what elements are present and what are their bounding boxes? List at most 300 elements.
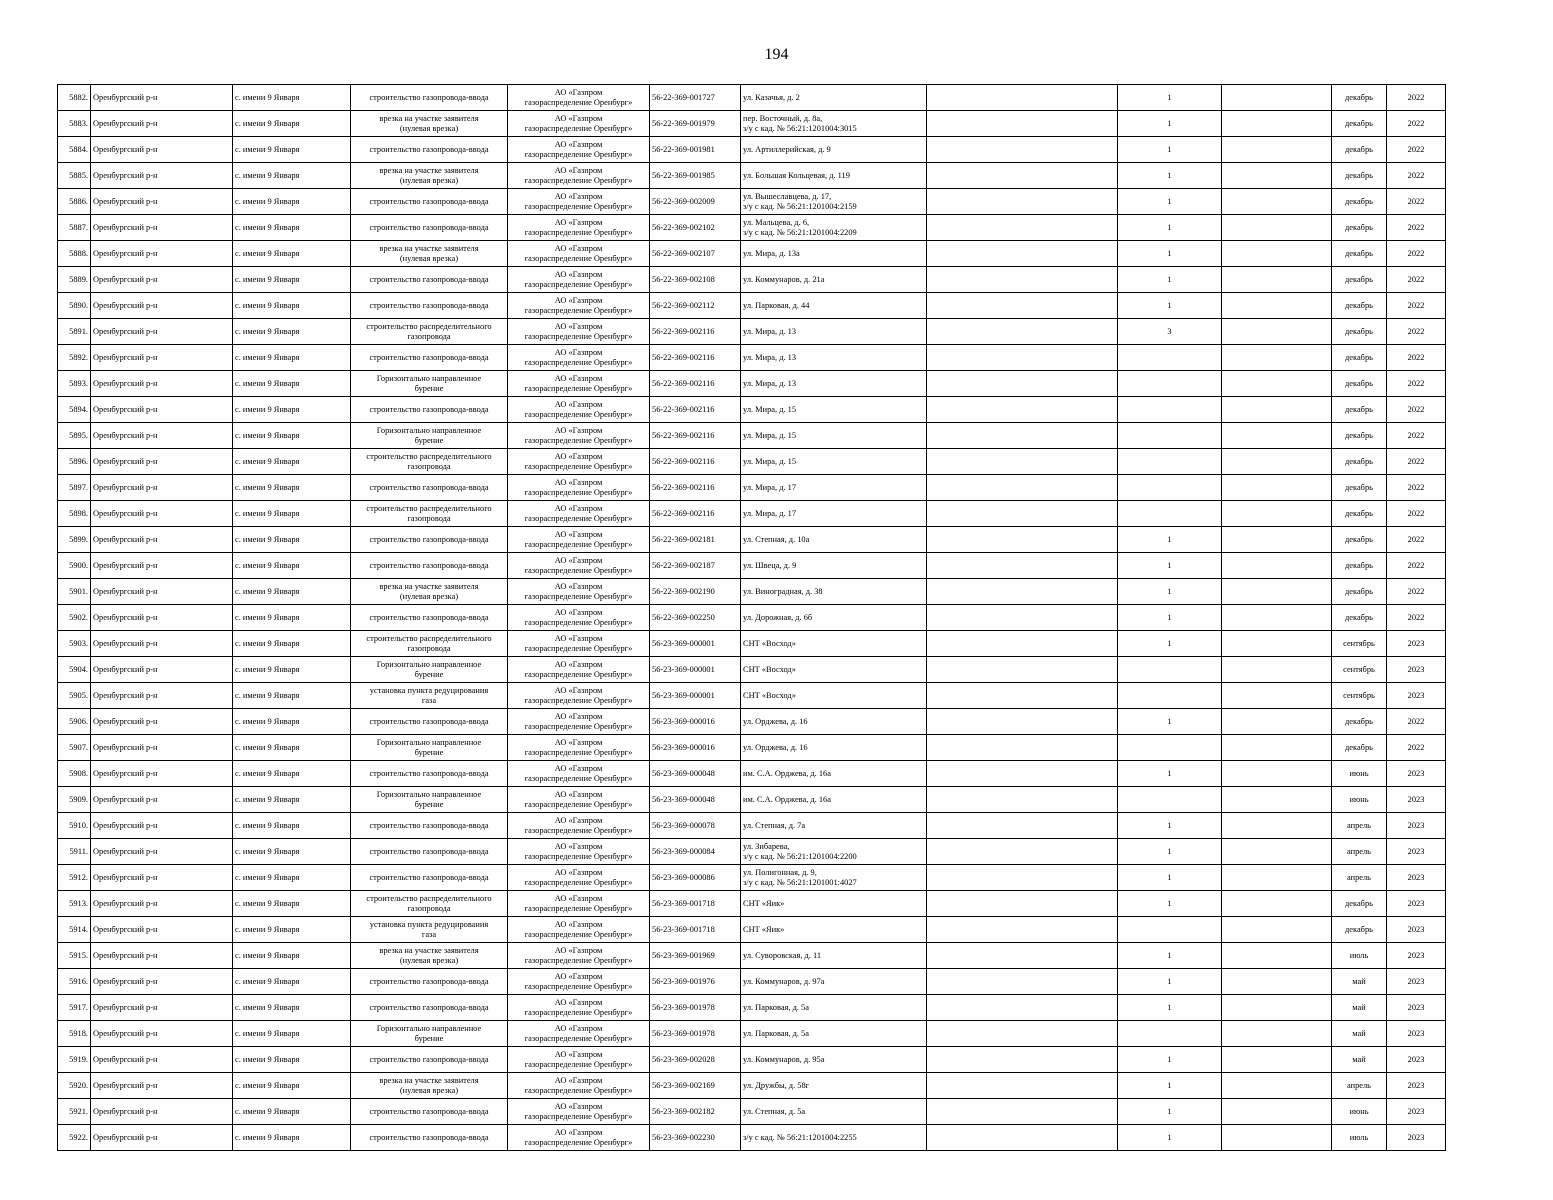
registry-table [57, 84, 1446, 1151]
year-cell: 2022 [1387, 735, 1446, 761]
organization-cell-line: АО «Газпром [554, 243, 603, 253]
address-cell [741, 891, 927, 917]
application-id-cell: 56-22-369-002116 [650, 319, 741, 345]
organization-cell-line: АО «Газпром [554, 659, 603, 669]
work-type-cell-line: газопровода [407, 461, 451, 471]
application-id-cell: 56-22-369-001727 [650, 85, 741, 111]
locality-cell: с. имени 9 Января [233, 423, 351, 449]
organization-cell [508, 631, 650, 657]
year-cell: 2022 [1387, 709, 1446, 735]
month-cell: декабрь [1332, 709, 1387, 735]
row-number: 5903. [58, 631, 91, 657]
empty-cell [1222, 839, 1332, 865]
table-row [58, 189, 1446, 215]
empty-cell [1222, 345, 1332, 371]
organization-cell-line: АО «Газпром [554, 529, 603, 539]
row-number: 5890. [58, 293, 91, 319]
district-cell: Оренбургский р-н [91, 865, 233, 891]
application-id-cell: 56-22-369-002116 [650, 397, 741, 423]
month-cell: май [1332, 1047, 1387, 1073]
locality-cell: с. имени 9 Января [233, 761, 351, 787]
table-row [58, 345, 1446, 371]
address-cell-line: ул. Суворовская, д. 11 [743, 950, 822, 960]
address-cell-line: з/у с кад. № 56:21:1201004:2159 [743, 201, 857, 211]
organization-cell [508, 293, 650, 319]
address-cell-line: ул. Парковая, д. 5а [743, 1002, 809, 1012]
table-row [58, 709, 1446, 735]
empty-cell [1222, 241, 1332, 267]
table-row [58, 891, 1446, 917]
address-cell-line: им. С.А. Орджева, д. 16а [743, 768, 831, 778]
address-cell-line: ул. Орджева, д. 16 [743, 716, 808, 726]
organization-cell [508, 579, 650, 605]
district-cell: Оренбургский р-н [91, 241, 233, 267]
table-row [58, 579, 1446, 605]
address-cell-line: ул. Парковая, д. 5а [743, 1028, 809, 1038]
organization-cell-line: АО «Газпром [554, 841, 603, 851]
year-cell: 2022 [1387, 579, 1446, 605]
address-cell [741, 397, 927, 423]
work-type-cell-line: Горизонтально направленное [376, 659, 482, 669]
application-id-cell: 56-23-369-000048 [650, 761, 741, 787]
locality-cell: с. имени 9 Января [233, 371, 351, 397]
work-type-cell [351, 1047, 508, 1073]
row-number: 5883. [58, 111, 91, 137]
locality-cell: с. имени 9 Января [233, 1047, 351, 1073]
empty-cell [927, 501, 1118, 527]
month-cell: июль [1332, 943, 1387, 969]
table-row [58, 813, 1446, 839]
work-type-cell-line: (нулевая врезка) [399, 591, 459, 601]
organization-cell-line: газораспределение Оренбург» [524, 1007, 633, 1017]
locality-cell: с. имени 9 Января [233, 605, 351, 631]
month-cell: декабрь [1332, 475, 1387, 501]
quantity-cell [1118, 787, 1222, 813]
district-cell: Оренбургский р-н [91, 527, 233, 553]
organization-cell-line: АО «Газпром [554, 373, 603, 383]
organization-cell [508, 449, 650, 475]
organization-cell-line: газораспределение Оренбург» [524, 227, 633, 237]
month-cell: декабрь [1332, 85, 1387, 111]
year-cell: 2023 [1387, 787, 1446, 813]
work-type-cell [351, 709, 508, 735]
table-row [58, 969, 1446, 995]
district-cell: Оренбургский р-н [91, 163, 233, 189]
application-id-cell: 56-23-369-000048 [650, 787, 741, 813]
organization-cell-line: АО «Газпром [554, 295, 603, 305]
empty-cell [1222, 605, 1332, 631]
month-cell: декабрь [1332, 111, 1387, 137]
row-number: 5895. [58, 423, 91, 449]
month-cell: декабрь [1332, 553, 1387, 579]
locality-cell: с. имени 9 Января [233, 1099, 351, 1125]
address-cell-line: ул. Коммунаров, д. 95а [743, 1054, 825, 1064]
address-cell [741, 1125, 927, 1151]
address-cell-line: ул. Мира, д. 13а [743, 248, 800, 258]
district-cell: Оренбургский р-н [91, 995, 233, 1021]
quantity-cell: 1 [1118, 215, 1222, 241]
quantity-cell: 1 [1118, 761, 1222, 787]
row-number: 5893. [58, 371, 91, 397]
organization-cell-line: АО «Газпром [554, 191, 603, 201]
district-cell: Оренбургский р-н [91, 319, 233, 345]
quantity-cell: 1 [1118, 1125, 1222, 1151]
work-type-cell-line: Горизонтально направленное [376, 737, 482, 747]
organization-cell-line: АО «Газпром [554, 1023, 603, 1033]
organization-cell [508, 657, 650, 683]
work-type-cell-line: бурение [414, 747, 444, 757]
locality-cell: с. имени 9 Января [233, 111, 351, 137]
work-type-cell-line: строительство газопровода-ввода [369, 612, 489, 622]
organization-cell-line: АО «Газпром [554, 165, 603, 175]
quantity-cell [1118, 735, 1222, 761]
empty-cell [1222, 683, 1332, 709]
table-row [58, 735, 1446, 761]
empty-cell [927, 683, 1118, 709]
district-cell: Оренбургский р-н [91, 891, 233, 917]
district-cell: Оренбургский р-н [91, 839, 233, 865]
work-type-cell-line: строительство распределительного [366, 503, 492, 513]
organization-cell-line: АО «Газпром [554, 867, 603, 877]
locality-cell: с. имени 9 Января [233, 319, 351, 345]
work-type-cell [351, 813, 508, 839]
organization-cell-line: газораспределение Оренбург» [524, 97, 633, 107]
row-number: 5905. [58, 683, 91, 709]
table-row [58, 553, 1446, 579]
year-cell: 2023 [1387, 1073, 1446, 1099]
year-cell: 2022 [1387, 605, 1446, 631]
organization-cell [508, 501, 650, 527]
work-type-cell-line: газопровода [407, 643, 451, 653]
row-number: 5922. [58, 1125, 91, 1151]
address-cell [741, 709, 927, 735]
table-row [58, 839, 1446, 865]
work-type-cell-line: бурение [414, 1033, 444, 1043]
district-cell: Оренбургский р-н [91, 1099, 233, 1125]
row-number: 5886. [58, 189, 91, 215]
table-body [58, 85, 1446, 1151]
empty-cell [1222, 1125, 1332, 1151]
month-cell: апрель [1332, 813, 1387, 839]
work-type-cell-line: строительство газопровода-ввода [369, 716, 489, 726]
empty-cell [1222, 501, 1332, 527]
organization-cell-line: АО «Газпром [554, 555, 603, 565]
table-row [58, 761, 1446, 787]
work-type-cell-line: врезка на участке заявителя [379, 113, 479, 123]
table-row [58, 1125, 1446, 1151]
work-type-cell-line: строительство газопровода-ввода [369, 482, 489, 492]
locality-cell: с. имени 9 Января [233, 891, 351, 917]
organization-cell [508, 111, 650, 137]
organization-cell-line: газораспределение Оренбург» [524, 513, 633, 523]
month-cell: декабрь [1332, 735, 1387, 761]
application-id-cell: 56-23-369-000084 [650, 839, 741, 865]
empty-cell [927, 189, 1118, 215]
quantity-cell: 3 [1118, 319, 1222, 345]
work-type-cell-line: (нулевая врезка) [399, 175, 459, 185]
work-type-cell-line: врезка на участке заявителя [379, 1075, 479, 1085]
application-id-cell: 56-22-369-001979 [650, 111, 741, 137]
district-cell: Оренбургский р-н [91, 1021, 233, 1047]
year-cell: 2023 [1387, 943, 1446, 969]
address-cell [741, 319, 927, 345]
year-cell: 2023 [1387, 813, 1446, 839]
year-cell: 2022 [1387, 111, 1446, 137]
organization-cell-line: АО «Газпром [554, 503, 603, 513]
address-cell [741, 527, 927, 553]
quantity-cell: 1 [1118, 1073, 1222, 1099]
organization-cell [508, 605, 650, 631]
organization-cell-line: АО «Газпром [554, 737, 603, 747]
work-type-cell-line: газопровода [407, 331, 451, 341]
empty-cell [927, 735, 1118, 761]
row-number: 5896. [58, 449, 91, 475]
month-cell: декабрь [1332, 163, 1387, 189]
month-cell: май [1332, 995, 1387, 1021]
quantity-cell: 1 [1118, 709, 1222, 735]
work-type-cell-line: строительство газопровода-ввода [369, 1106, 489, 1116]
empty-cell [927, 943, 1118, 969]
organization-cell-line: АО «Газпром [554, 711, 603, 721]
work-type-cell-line: бурение [414, 435, 444, 445]
address-cell-line: ул. Парковая, д. 44 [743, 300, 810, 310]
quantity-cell [1118, 449, 1222, 475]
application-id-cell: 56-23-369-002169 [650, 1073, 741, 1099]
empty-cell [1222, 527, 1332, 553]
quantity-cell [1118, 917, 1222, 943]
organization-cell-line: газораспределение Оренбург» [524, 799, 633, 809]
organization-cell [508, 241, 650, 267]
address-cell [741, 605, 927, 631]
address-cell-line: СНТ «Восход» [743, 664, 796, 674]
address-cell-line: з/у с кад. № 56:21:1201004:3015 [743, 123, 857, 133]
organization-cell-line: газораспределение Оренбург» [524, 149, 633, 159]
row-number: 5907. [58, 735, 91, 761]
year-cell: 2022 [1387, 215, 1446, 241]
organization-cell [508, 813, 650, 839]
month-cell: декабрь [1332, 371, 1387, 397]
address-cell [741, 501, 927, 527]
organization-cell-line: газораспределение Оренбург» [524, 175, 633, 185]
organization-cell-line: АО «Газпром [554, 451, 603, 461]
year-cell: 2023 [1387, 1125, 1446, 1151]
work-type-cell-line: строительство газопровода-ввода [369, 274, 489, 284]
organization-cell-line: газораспределение Оренбург» [524, 383, 633, 393]
table-row [58, 371, 1446, 397]
work-type-cell-line: строительство распределительного [366, 893, 492, 903]
application-id-cell: 56-22-369-002116 [650, 345, 741, 371]
locality-cell: с. имени 9 Января [233, 813, 351, 839]
address-cell [741, 1047, 927, 1073]
address-cell-line: ул. Мира, д. 15 [743, 430, 797, 440]
locality-cell: с. имени 9 Января [233, 943, 351, 969]
work-type-cell [351, 657, 508, 683]
address-cell-line: ул. Дорожная, д. 6б [743, 612, 813, 622]
address-cell [741, 969, 927, 995]
organization-cell-line: АО «Газпром [554, 1101, 603, 1111]
year-cell: 2023 [1387, 969, 1446, 995]
work-type-cell [351, 943, 508, 969]
application-id-cell: 56-22-369-001981 [650, 137, 741, 163]
address-cell [741, 865, 927, 891]
row-number: 5901. [58, 579, 91, 605]
locality-cell: с. имени 9 Января [233, 85, 351, 111]
application-id-cell: 56-22-369-002116 [650, 475, 741, 501]
application-id-cell: 56-23-369-000078 [650, 813, 741, 839]
organization-cell-line: АО «Газпром [554, 607, 603, 617]
month-cell: сентябрь [1332, 683, 1387, 709]
month-cell: апрель [1332, 839, 1387, 865]
year-cell: 2022 [1387, 345, 1446, 371]
locality-cell: с. имени 9 Января [233, 241, 351, 267]
locality-cell: с. имени 9 Января [233, 293, 351, 319]
organization-cell-line: АО «Газпром [554, 581, 603, 591]
address-cell [741, 1099, 927, 1125]
organization-cell [508, 527, 650, 553]
organization-cell-line: АО «Газпром [554, 633, 603, 643]
month-cell: июнь [1332, 761, 1387, 787]
application-id-cell: 56-22-369-002181 [650, 527, 741, 553]
month-cell: декабрь [1332, 319, 1387, 345]
work-type-cell-line: (нулевая врезка) [399, 955, 459, 965]
address-cell-line: ул. Швеца, д. 9 [743, 560, 797, 570]
empty-cell [1222, 449, 1332, 475]
district-cell: Оренбургский р-н [91, 553, 233, 579]
work-type-cell [351, 475, 508, 501]
empty-cell [927, 787, 1118, 813]
empty-cell [927, 241, 1118, 267]
address-cell-line: ул. Мира, д. 13 [743, 326, 797, 336]
empty-cell [927, 891, 1118, 917]
empty-cell [927, 345, 1118, 371]
address-cell-line: ул. Коммунаров, д. 21а [743, 274, 825, 284]
work-type-cell-line: строительство газопровода-ввода [369, 1132, 489, 1142]
address-cell [741, 1073, 927, 1099]
organization-cell-line: газораспределение Оренбург» [524, 981, 633, 991]
application-id-cell: 56-22-369-002116 [650, 371, 741, 397]
empty-cell [1222, 189, 1332, 215]
empty-cell [927, 813, 1118, 839]
empty-cell [927, 1021, 1118, 1047]
work-type-cell [351, 501, 508, 527]
district-cell: Оренбургский р-н [91, 735, 233, 761]
quantity-cell [1118, 397, 1222, 423]
locality-cell: с. имени 9 Января [233, 995, 351, 1021]
organization-cell [508, 397, 650, 423]
work-type-cell-line: строительство газопровода-ввода [369, 352, 489, 362]
empty-cell [927, 865, 1118, 891]
row-number: 5894. [58, 397, 91, 423]
empty-cell [1222, 423, 1332, 449]
quantity-cell [1118, 501, 1222, 527]
organization-cell [508, 189, 650, 215]
organization-cell-line: газораспределение Оренбург» [524, 565, 633, 575]
work-type-cell [351, 215, 508, 241]
organization-cell-line: газораспределение Оренбург» [524, 773, 633, 783]
organization-cell-line: газораспределение Оренбург» [524, 487, 633, 497]
quantity-cell [1118, 475, 1222, 501]
work-type-cell [351, 839, 508, 865]
work-type-cell [351, 683, 508, 709]
empty-cell [1222, 293, 1332, 319]
work-type-cell-line: строительство газопровода-ввода [369, 768, 489, 778]
year-cell: 2022 [1387, 319, 1446, 345]
quantity-cell: 1 [1118, 1047, 1222, 1073]
organization-cell [508, 839, 650, 865]
row-number: 5910. [58, 813, 91, 839]
work-type-cell [351, 917, 508, 943]
locality-cell: с. имени 9 Января [233, 189, 351, 215]
table-row [58, 397, 1446, 423]
organization-cell-line: АО «Газпром [554, 1049, 603, 1059]
district-cell: Оренбургский р-н [91, 787, 233, 813]
empty-cell [927, 969, 1118, 995]
organization-cell-line: газораспределение Оренбург» [524, 669, 633, 679]
empty-cell [927, 995, 1118, 1021]
address-cell [741, 553, 927, 579]
address-cell [741, 787, 927, 813]
address-cell [741, 631, 927, 657]
work-type-cell [351, 787, 508, 813]
locality-cell: с. имени 9 Января [233, 1021, 351, 1047]
address-cell [741, 475, 927, 501]
empty-cell [927, 293, 1118, 319]
work-type-cell-line: строительство газопровода-ввода [369, 976, 489, 986]
table-row [58, 527, 1446, 553]
organization-cell-line: АО «Газпром [554, 815, 603, 825]
address-cell [741, 345, 927, 371]
empty-cell [1222, 1099, 1332, 1125]
organization-cell [508, 215, 650, 241]
district-cell: Оренбургский р-н [91, 371, 233, 397]
organization-cell-line: газораспределение Оренбург» [524, 955, 633, 965]
locality-cell: с. имени 9 Января [233, 683, 351, 709]
address-cell [741, 423, 927, 449]
empty-cell [927, 917, 1118, 943]
work-type-cell-line: строительство газопровода-ввода [369, 1002, 489, 1012]
address-cell [741, 163, 927, 189]
row-number: 5914. [58, 917, 91, 943]
organization-cell-line: газораспределение Оренбург» [524, 1059, 633, 1069]
empty-cell [927, 163, 1118, 189]
row-number: 5892. [58, 345, 91, 371]
row-number: 5900. [58, 553, 91, 579]
empty-cell [1222, 579, 1332, 605]
district-cell: Оренбургский р-н [91, 631, 233, 657]
row-number: 5921. [58, 1099, 91, 1125]
work-type-cell-line: Горизонтально направленное [376, 1023, 482, 1033]
application-id-cell: 56-23-369-001969 [650, 943, 741, 969]
work-type-cell [351, 449, 508, 475]
address-cell-line: ул. Виноградная, д. 38 [743, 586, 823, 596]
locality-cell: с. имени 9 Января [233, 267, 351, 293]
empty-cell [927, 709, 1118, 735]
year-cell: 2022 [1387, 371, 1446, 397]
month-cell: декабрь [1332, 605, 1387, 631]
empty-cell [1222, 865, 1332, 891]
organization-cell [508, 865, 650, 891]
year-cell: 2023 [1387, 683, 1446, 709]
empty-cell [1222, 917, 1332, 943]
organization-cell-line: газораспределение Оренбург» [524, 539, 633, 549]
empty-cell [927, 839, 1118, 865]
locality-cell: с. имени 9 Января [233, 397, 351, 423]
application-id-cell: 56-22-369-002187 [650, 553, 741, 579]
year-cell: 2022 [1387, 423, 1446, 449]
empty-cell [927, 1047, 1118, 1073]
table-row [58, 293, 1446, 319]
month-cell: декабрь [1332, 241, 1387, 267]
